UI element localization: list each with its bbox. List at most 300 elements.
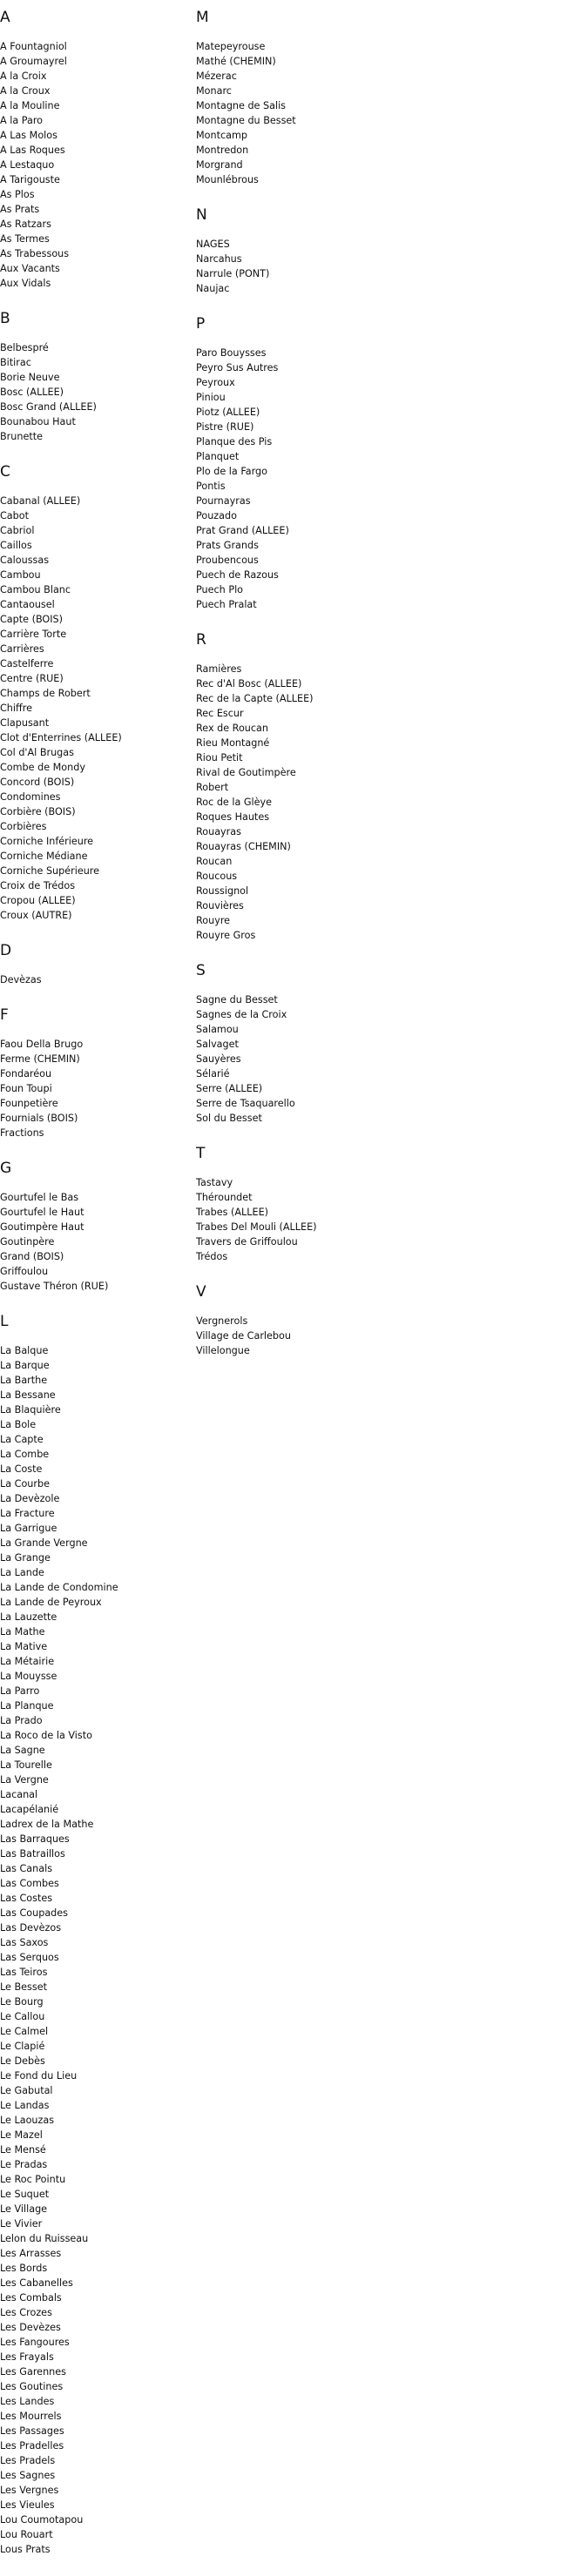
street-link-las-saxos[interactable]: Las Saxos [0,1937,49,1948]
street-link-travers-de-griffoulou[interactable]: Travers de Griffoulou [196,1236,298,1248]
street-link-cropou-allee[interactable]: Cropou (ALLEE) [0,895,76,906]
list-item [0,2128,187,2142]
street-link-vergnerols[interactable]: Vergnerols [196,1315,248,1327]
street-link-prat-grand-allee[interactable]: Prat Grand (ALLEE) [196,525,289,536]
street-link-cabriol[interactable]: Cabriol [0,525,35,536]
street-link-gourtufel-le-bas[interactable]: Gourtufel le Bas [0,1192,79,1203]
street-link-borie-neuve[interactable]: Borie Neuve [0,372,60,383]
street-link-la-grange[interactable]: La Grange [0,1552,51,1564]
street-link-les-arrasses[interactable]: Les Arrasses [0,2248,62,2259]
street-link-a-la-mouline[interactable]: A la Mouline [0,100,60,111]
list-item [196,869,383,884]
list-item [0,1111,187,1126]
street-link-pournayras[interactable]: Pournayras [196,495,251,507]
list-item [0,2379,187,2394]
list-item [0,1787,187,1802]
street-link-le-pradas[interactable]: Le Pradas [0,2159,48,2170]
list-item [0,355,187,370]
street-link-le-besset[interactable]: Le Besset [0,1981,47,1993]
street-link-la-lauzette[interactable]: La Lauzette [0,1611,57,1623]
list-item [0,1906,187,1920]
street-link-a-fountagniol[interactable]: A Fountagniol [0,41,67,52]
list-item [0,1846,187,1861]
street-link-las-serquos[interactable]: Las Serquos [0,1952,59,1963]
letter-heading: T [196,1145,206,1162]
street-link-rieu-montagne[interactable]: Rieu Montagné [196,737,270,749]
street-link-matepeyrouse[interactable]: Matepeyrouse [196,41,266,52]
street-link-brunette[interactable]: Brunette [0,431,43,442]
street-link-le-mense[interactable]: Le Mensé [0,2144,46,2156]
street-link-narcahus[interactable]: Narcahus [196,253,242,265]
street-link-la-balque[interactable]: La Balque [0,1345,49,1356]
list-item [196,172,383,187]
list-item [196,1052,383,1066]
street-link-proubencous[interactable]: Proubencous [196,555,259,566]
street-link-piotz-allee[interactable]: Piotz (ALLEE) [196,407,260,418]
list-item [0,187,187,202]
list-item [0,1373,187,1388]
street-link-rouvieres[interactable]: Rouvières [196,900,244,911]
street-link-plo-de-la-fargo[interactable]: Plo de la Fargo [196,466,267,477]
street-link-le-landas[interactable]: Le Landas [0,2100,50,2111]
street-link-col-d-al-brugas[interactable]: Col d'Al Brugas [0,747,74,758]
list-item [196,508,383,523]
list-item [0,1066,187,1081]
street-link-castelferre[interactable]: Castelferre [0,658,54,669]
list-item [0,1772,187,1787]
street-link-roucous[interactable]: Roucous [196,871,238,882]
letter-group-r [196,631,383,943]
street-link-a-las-molos[interactable]: A Las Molos [0,130,57,141]
list-item [196,854,383,869]
street-link-condomines[interactable]: Condomines [0,791,61,803]
list-item [0,2202,187,2216]
list-item [0,1950,187,1965]
street-link-las-barraques[interactable]: Las Barraques [0,1833,70,1845]
street-link-as-ratzars[interactable]: As Ratzars [0,219,51,230]
street-link-village-de-carlebou[interactable]: Village de Carlebou [196,1330,291,1342]
street-link-la-prado[interactable]: La Prado [0,1715,43,1726]
street-link-trabes-allee[interactable]: Trabes (ALLEE) [196,1207,268,1218]
street-link-le-suquet[interactable]: Le Suquet [0,2189,50,2200]
street-link-prats-grands[interactable]: Prats Grands [196,540,259,551]
list-item [196,538,383,553]
street-link-la-roco-de-la-visto[interactable]: La Roco de la Visto [0,1730,92,1741]
street-link-las-canals[interactable]: Las Canals [0,1863,53,1874]
list-item [196,839,383,854]
street-link-lous-prats[interactable]: Lous Prats [0,2544,51,2555]
street-link-rec-escur[interactable]: Rec Escur [196,708,244,719]
street-link-le-roc-pointu[interactable]: Le Roc Pointu [0,2174,66,2185]
street-link-a-las-roques[interactable]: A Las Roques [0,145,65,156]
list-item [0,1698,187,1713]
street-link-chiffre[interactable]: Chiffre [0,703,32,714]
street-link-a-la-croux[interactable]: A la Croux [0,85,51,97]
street-link-gourtufel-le-haut[interactable]: Gourtufel le Haut [0,1207,84,1218]
list-item [0,597,187,612]
street-link-aux-vidals[interactable]: Aux Vidals [0,278,51,289]
street-link-cambou[interactable]: Cambou [0,569,41,581]
street-link-les-goutines[interactable]: Les Goutines [0,2381,64,2392]
street-link-cabot[interactable]: Cabot [0,510,29,521]
list-item [0,878,187,893]
street-link-le-village[interactable]: Le Village [0,2203,48,2215]
street-link-la-mathe[interactable]: La Mathe [0,1626,45,1638]
street-link-paro-bouysses[interactable]: Paro Bouysses [196,347,267,359]
street-link-las-devezos[interactable]: Las Devèzos [0,1922,62,1934]
list-item [196,898,383,913]
street-link-serre-de-tsaquarello[interactable]: Serre de Tsaquarello [196,1098,295,1109]
street-link-sol-du-besset[interactable]: Sol du Besset [196,1113,262,1124]
street-link-roc-de-la-gleye[interactable]: Roc de la Glèye [196,797,273,808]
street-link-capte-bois[interactable]: Capte (BOIS) [0,614,64,625]
street-link-les-landes[interactable]: Les Landes [0,2396,55,2407]
street-link-montagne-de-salis[interactable]: Montagne de Salis [196,100,287,111]
street-link-la-mouysse[interactable]: La Mouysse [0,1671,57,1682]
list-item [196,420,383,434]
street-link-puech-pralat[interactable]: Puech Pralat [196,599,257,610]
list-item [0,2350,187,2364]
street-link-las-combes[interactable]: Las Combes [0,1878,59,1889]
street-link-concord-bois[interactable]: Concord (BOIS) [0,777,75,788]
street-link-combe-de-mondy[interactable]: Combe de Mondy [0,762,85,773]
list-item [196,1234,383,1249]
list-item [0,494,187,508]
street-link-peyro-sus-autres[interactable]: Peyro Sus Autres [196,362,279,373]
street-link-les-frayals[interactable]: Les Frayals [0,2351,54,2363]
list-item [0,864,187,878]
street-link-fondareou[interactable]: Fondaréou [0,1068,52,1079]
street-link-la-lande-de-peyroux[interactable]: La Lande de Peyroux [0,1597,102,1608]
list-item [0,804,187,819]
list-item [0,1965,187,1980]
street-link-le-debes[interactable]: Le Debès [0,2055,45,2067]
street-link-corbiere-bois[interactable]: Corbière (BOIS) [0,806,76,817]
list-item [0,2438,187,2453]
street-link-montagne-du-besset[interactable]: Montagne du Besset [196,115,296,126]
letter-group-f [0,1006,187,1140]
street-link-pontis[interactable]: Pontis [196,481,226,492]
street-link-theroundet[interactable]: Théroundet [196,1192,253,1203]
list-item [0,760,187,775]
street-list [196,39,383,187]
list-item [196,128,383,143]
street-link-la-parro[interactable]: La Parro [0,1685,40,1697]
street-link-bosc-allee[interactable]: Bosc (ALLEE) [0,387,64,398]
street-link-la-lande[interactable]: La Lande [0,1567,44,1578]
list-item [196,84,383,98]
street-link-a-la-paro[interactable]: A la Paro [0,115,44,126]
street-link-les-garennes[interactable]: Les Garennes [0,2366,66,2378]
list-item [196,464,383,479]
street-link-a-la-croix[interactable]: A la Croix [0,71,47,82]
street-link-tredos[interactable]: Trédos [196,1251,228,1262]
letter-group-p [196,315,383,612]
street-link-a-lestaquo[interactable]: A Lestaquo [0,159,55,171]
street-link-sagne-du-besset[interactable]: Sagne du Besset [196,994,278,1006]
list-item [196,1328,383,1343]
street-link-caillos[interactable]: Caillos [0,540,32,551]
street-link-foun-toupi[interactable]: Foun Toupi [0,1083,52,1094]
street-link-cabanal-allee[interactable]: Cabanal (ALLEE) [0,495,81,507]
street-link-serre-allee[interactable]: Serre (ALLEE) [196,1083,263,1094]
letter-heading: S [196,962,206,979]
letter-heading: P [196,315,206,333]
street-link-rouyre[interactable]: Rouyre [196,915,231,926]
street-link-salamou[interactable]: Salamou [196,1024,239,1035]
street-link-rouayras[interactable]: Rouayras [196,826,241,837]
letter-group-t [196,1145,383,1264]
street-link-a-groumayrel[interactable]: A Groumayrel [0,56,67,67]
street-link-les-crozes[interactable]: Les Crozes [0,2307,52,2318]
street-link-la-courbe[interactable]: La Courbe [0,1478,50,1490]
list-item [0,1728,187,1743]
street-link-la-bessane[interactable]: La Bessane [0,1389,56,1401]
street-link-rouayras-chemin[interactable]: Rouayras (CHEMIN) [196,841,291,852]
list-item [0,128,187,143]
street-link-fournials-bois[interactable]: Fournials (BOIS) [0,1113,78,1124]
list-item [0,1713,187,1728]
letter-group-d [0,942,187,987]
street-link-lacapelanie[interactable]: Lacapélanié [0,1804,59,1815]
street-link-naujac[interactable]: Naujac [196,283,230,294]
street-link-les-passages[interactable]: Les Passages [0,2425,64,2437]
street-link-ferme-chemin[interactable]: Ferme (CHEMIN) [0,1053,80,1065]
street-link-founpetiere[interactable]: Founpetière [0,1098,58,1109]
street-link-roussignol[interactable]: Roussignol [196,885,249,897]
street-link-les-cabanelles[interactable]: Les Cabanelles [0,2277,73,2289]
street-link-la-coste[interactable]: La Coste [0,1463,43,1475]
street-link-corbieres[interactable]: Corbières [0,821,47,832]
street-link-la-metairie[interactable]: La Métairie [0,1656,55,1667]
street-link-les-pradelles[interactable]: Les Pradelles [0,2440,64,2452]
list-item [196,375,383,390]
street-link-les-bords[interactable]: Les Bords [0,2263,48,2274]
street-link-salvaget[interactable]: Salvaget [196,1039,239,1050]
street-link-pouzado[interactable]: Pouzado [196,510,237,521]
street-link-mathe-chemin[interactable]: Mathé (CHEMIN) [196,56,276,67]
street-link-les-pradels[interactable]: Les Pradels [0,2455,56,2466]
street-link-peyroux[interactable]: Peyroux [196,377,235,388]
street-list [0,1343,187,2557]
street-link-belbespre[interactable]: Belbespré [0,342,49,353]
list-item [196,736,383,750]
street-link-les-vergnes[interactable]: Les Vergnes [0,2485,59,2496]
street-link-faou-della-brugo[interactable]: Faou Della Brugo [0,1039,84,1050]
list-item [0,1388,187,1402]
street-link-la-barque[interactable]: La Barque [0,1360,50,1371]
street-link-goutinpere[interactable]: Goutinpère [0,1236,55,1248]
street-link-la-vergne[interactable]: La Vergne [0,1774,49,1786]
street-link-roques-hautes[interactable]: Roques Hautes [196,811,270,823]
street-link-champs-de-robert[interactable]: Champs de Robert [0,688,91,699]
street-link-as-trabessous[interactable]: As Trabessous [0,248,70,259]
street-link-le-fond-du-lieu[interactable]: Le Fond du Lieu [0,2070,78,2082]
street-link-sagnes-de-la-croix[interactable]: Sagnes de la Croix [196,1009,287,1020]
street-link-lacanal[interactable]: Lacanal [0,1789,38,1800]
street-link-la-grande-vergne[interactable]: La Grande Vergne [0,1537,88,1549]
list-item [0,1891,187,1906]
street-link-villelongue[interactable]: Villelongue [196,1345,250,1356]
street-link-fractions[interactable]: Fractions [0,1127,44,1139]
street-link-trabes-del-mouli-allee[interactable]: Trabes Del Mouli (ALLEE) [196,1221,317,1233]
street-link-mezerac[interactable]: Mézerac [196,71,237,82]
list-item [196,405,383,420]
street-link-les-vieules[interactable]: Les Vieules [0,2499,55,2511]
street-link-tastavy[interactable]: Tastavy [196,1177,233,1188]
street-link-selarie[interactable]: Sélarié [196,1068,230,1079]
street-link-rec-d-al-bosc-allee[interactable]: Rec d'Al Bosc (ALLEE) [196,678,302,689]
street-link-le-bourg[interactable]: Le Bourg [0,1996,44,2008]
street-link-gustave-theron-rue[interactable]: Gustave Théron (RUE) [0,1281,109,1292]
street-link-las-batraillos[interactable]: Las Batraillos [0,1848,65,1860]
street-link-lou-rouart[interactable]: Lou Rouart [0,2529,53,2540]
street-link-a-tarigouste[interactable]: A Tarigouste [0,174,60,185]
list-item [0,553,187,568]
street-link-le-laouzas[interactable]: Le Laouzas [0,2115,55,2126]
street-link-montredon[interactable]: Montredon [196,145,249,156]
list-item [0,1402,187,1417]
street-link-las-coupades[interactable]: Las Coupades [0,1907,68,1919]
street-link-as-prats[interactable]: As Prats [0,204,40,215]
street-link-aux-vacants[interactable]: Aux Vacants [0,263,60,274]
street-link-lou-coumotapou[interactable]: Lou Coumotapou [0,2514,84,2526]
street-link-le-clapie[interactable]: Le Clapié [0,2041,45,2052]
street-link-riou-petit[interactable]: Riou Petit [196,752,243,763]
street-link-bitirac[interactable]: Bitirac [0,357,31,368]
street-link-caloussas[interactable]: Caloussas [0,555,50,566]
street-link-les-sagnes[interactable]: Les Sagnes [0,2470,56,2481]
list-item [196,69,383,84]
street-link-centre-rue[interactable]: Centre (RUE) [0,673,64,684]
street-link-la-fracture[interactable]: La Fracture [0,1508,55,1519]
street-link-las-teiros[interactable]: Las Teiros [0,1967,48,1978]
street-link-la-bole[interactable]: La Bole [0,1419,37,1430]
street-link-goutimpere-haut[interactable]: Goutimpère Haut [0,1221,84,1233]
list-item [196,1096,383,1111]
street-link-la-planque[interactable]: La Planque [0,1700,54,1712]
list-item [0,1190,187,1205]
street-link-bounabou-haut[interactable]: Bounabou Haut [0,416,76,427]
street-link-croux-autre[interactable]: Croux (AUTRE) [0,910,72,921]
street-link-le-gabutal[interactable]: Le Gabutal [0,2085,53,2096]
list-item [0,582,187,597]
street-link-robert[interactable]: Robert [196,782,229,793]
street-link-les-fangoures[interactable]: Les Fangoures [0,2337,70,2348]
letter-group-l [0,1313,187,2557]
list-item [0,1037,187,1052]
street-link-la-combe[interactable]: La Combe [0,1449,50,1460]
street-link-morgrand[interactable]: Morgrand [196,159,243,171]
street-link-le-mazel[interactable]: Le Mazel [0,2129,43,2141]
street-link-as-termes[interactable]: As Termes [0,233,50,245]
street-link-corniche-inferieure[interactable]: Corniche Inférieure [0,836,94,847]
list-item [0,1550,187,1565]
street-link-grand-bois[interactable]: Grand (BOIS) [0,1251,64,1262]
street-link-la-mative[interactable]: La Mative [0,1641,48,1652]
street-link-le-callou[interactable]: Le Callou [0,2011,45,2022]
street-link-les-mourrels[interactable]: Les Mourrels [0,2411,62,2422]
street-link-mounlebrous[interactable]: Mounlébrous [196,174,259,185]
letter-heading: L [0,1313,9,1330]
street-link-cantaousel[interactable]: Cantaousel [0,599,55,610]
street-link-montcamp[interactable]: Montcamp [196,130,247,141]
street-link-rouyre-gros[interactable]: Rouyre Gros [196,930,256,941]
list-item [0,1832,187,1846]
street-link-lelon-du-ruisseau[interactable]: Lelon du Ruisseau [0,2233,89,2244]
street-link-ramieres[interactable]: Ramières [196,663,242,675]
street-link-bosc-grand-allee[interactable]: Bosc Grand (ALLEE) [0,401,97,413]
list-item [0,2054,187,2068]
street-link-croix-de-tredos[interactable]: Croix de Trédos [0,880,76,891]
street-link-corniche-superieure[interactable]: Corniche Supérieure [0,865,100,877]
street-link-carriere-torte[interactable]: Carrière Torte [0,629,67,640]
street-link-la-capte[interactable]: La Capte [0,1434,44,1445]
list-item [0,1249,187,1264]
street-link-la-blaquiere[interactable]: La Blaquière [0,1404,61,1416]
street-link-pistre-rue[interactable]: Pistre (RUE) [196,421,254,433]
letter-group-c [0,463,187,923]
street-link-narrule-pont[interactable]: Narrule (PONT) [196,268,270,279]
street-link-as-plos[interactable]: As Plos [0,189,35,200]
street-link-la-lande-de-condomine[interactable]: La Lande de Condomine [0,1582,118,1593]
street-link-piniou[interactable]: Piniou [196,392,226,403]
street-link-les-devezes[interactable]: Les Devèzes [0,2322,61,2333]
street-link-devezas[interactable]: Devèzas [0,974,42,985]
street-link-la-devezole[interactable]: La Devèzole [0,1493,60,1504]
list-item [0,2453,187,2468]
street-link-carrieres[interactable]: Carrières [0,643,44,655]
street-link-puech-plo[interactable]: Puech Plo [196,584,244,595]
list-item [0,775,187,790]
street-link-rival-de-goutimpere[interactable]: Rival de Goutimpère [196,767,296,778]
street-link-rec-de-la-capte-allee[interactable]: Rec de la Capte (ALLEE) [196,693,314,704]
street-link-clapusant[interactable]: Clapusant [0,717,50,729]
street-link-corniche-mediane[interactable]: Corniche Médiane [0,851,88,862]
list-item [0,1358,187,1373]
street-link-cambou-blanc[interactable]: Cambou Blanc [0,584,71,595]
list-item [0,568,187,582]
street-link-sauyeres[interactable]: Sauyères [196,1053,241,1065]
street-link-le-calmel[interactable]: Le Calmel [0,2026,49,2037]
street-link-las-costes[interactable]: Las Costes [0,1893,53,1904]
list-item [0,1935,187,1950]
street-link-la-garrigue[interactable]: La Garrigue [0,1523,57,1534]
street-link-les-combals[interactable]: Les Combals [0,2292,62,2304]
street-link-ladrex-de-la-mathe[interactable]: Ladrex de la Mathe [0,1819,94,1830]
street-link-puech-de-razous[interactable]: Puech de Razous [196,569,279,581]
list-item [0,1462,187,1476]
street-link-le-vivier[interactable]: Le Vivier [0,2218,43,2230]
list-item [196,479,383,494]
street-link-monarc[interactable]: Monarc [196,85,232,97]
street-link-griffoulou[interactable]: Griffoulou [0,1266,49,1277]
street-link-planquet[interactable]: Planquet [196,451,240,462]
street-link-la-tourelle[interactable]: La Tourelle [0,1759,52,1771]
list-item [196,390,383,405]
list-item [196,582,383,597]
street-link-la-barthe[interactable]: La Barthe [0,1375,48,1386]
street-link-la-sagne[interactable]: La Sagne [0,1745,45,1756]
street-link-rex-de-roucan[interactable]: Rex de Roucan [196,723,268,734]
letter-heading: F [0,1006,9,1024]
list-item [0,2468,187,2483]
street-link-roucan[interactable]: Roucan [196,856,233,867]
street-link-planque-des-pis[interactable]: Planque des Pis [196,436,273,447]
street-link-clot-d-enterrines-allee[interactable]: Clot d'Enterrines (ALLEE) [0,732,122,743]
list-item [196,1066,383,1081]
street-link-nages[interactable]: NAGES [196,239,230,250]
